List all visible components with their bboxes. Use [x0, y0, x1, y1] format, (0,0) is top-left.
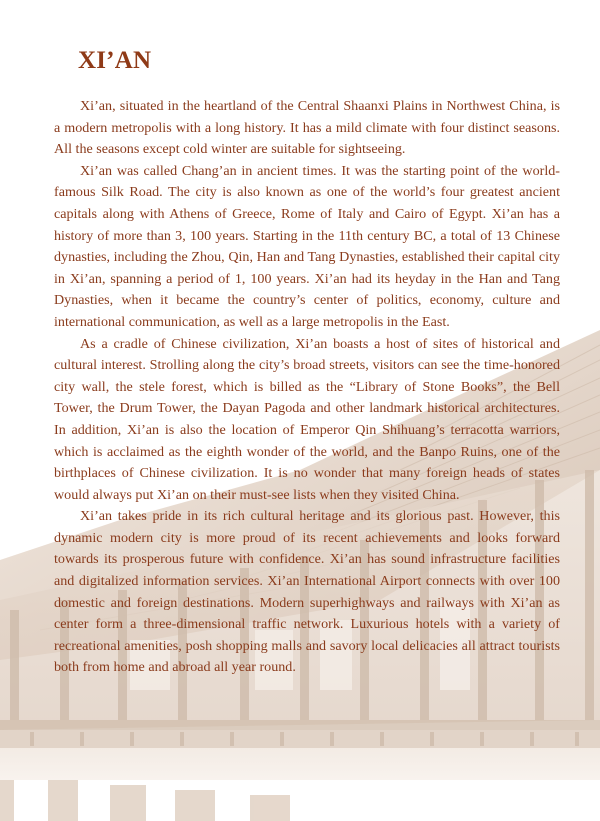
terrace-floor: [0, 748, 600, 780]
railing-top: [0, 720, 600, 730]
paragraph-historical-sites: As a cradle of Chinese civilization, Xi’an boasts a host of sites of historical and cultural interest. Strolling along the city’s broad streets, visitors can see the time-honored city wall, the stele forest, which is billed as the “Library of Stone Books”, the Bell Tower, the Drum Tower, the Dayan Pagoda and other landmark historical architectures. In addition, Xi’an is also the location of Emperor Qin Shihuang’s terracotta warriors, which is acclaimed as the eighth wonder of the world, and the Banpo Ruins, one of the birthplaces of Chinese civilization. It is no wonder that many foreign heads of states would always put Xi’an on their must-see lists when they visited China.: [54, 335, 560, 503]
page-title: XI’AN: [78, 47, 152, 74]
base-piers: [0, 780, 290, 821]
paragraph-modern-city: Xi’an takes pride in its rich cultural heritage and its glorious past. However, this dynamic modern city is more proud of its recent achievements and looks forward towards its prosperous future with confidence. Xi’an has sound infrastructure facilities and digitalized information services. Xi’an International Airport connects with over 100 domestic and foreign destinations. Modern superhighways and railways with Xi’an as center form a three-dimensional traffic network. Luxurious hotels with a variety of recreational amenities, posh shopping malls and savory local delicacies all attract tourists both from home and abroad all year round.: [54, 508, 560, 676]
article-body: [54, 96, 560, 679]
paragraph-intro: Xi’an, situated in the heartland of the Central Shaanxi Plains in Northwest China, is a modern metropolis with a long history. It has a mild climate with four distinct seasons. All the seasons except cold winter are suitable for sightseeing.: [54, 98, 560, 158]
railing-balusters: [0, 730, 600, 748]
paragraph-history: Xi’an was called Chang’an in ancient times. It was the starting point of the world-famous Silk Road. The city is also known as one of the world’s four greatest ancient capitals along with Athens of Greece, Rome of Italy and Cairo of Egypt. Xi’an has a history of more than 3, 100 years. Starting in the 11th century BC, a total of 13 Chinese dynasties, including the Zhou, Qin, Han and Tang Dynasties, established their capital city in Xi’an, spanning a period of 1, 100 years. Xi’an had its heyday in the Han and Tang Dynasties, when it became the country’s center of politics, economy, culture and international communication, as well as a large metropolis in the East.: [54, 162, 560, 330]
article: [54, 40, 560, 679]
